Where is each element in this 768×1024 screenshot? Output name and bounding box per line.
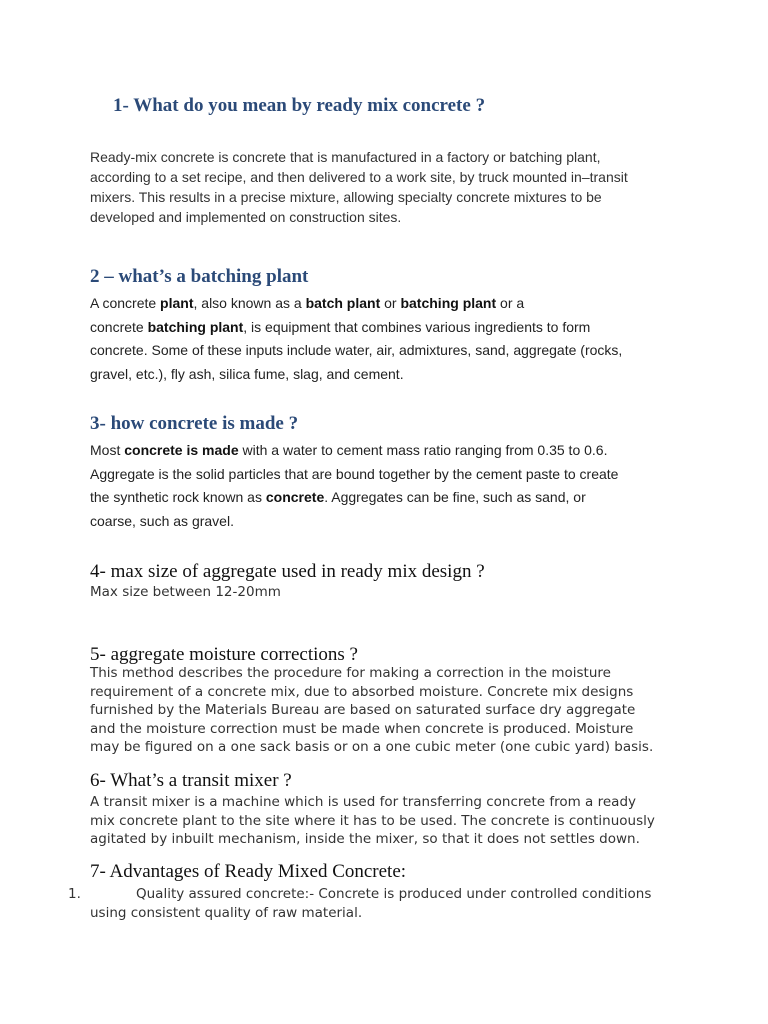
bold-term: plant: [160, 295, 194, 311]
paragraph-line: [90, 486, 618, 510]
paragraph-line: This method describes the procedure for making a correction in the moisture: [90, 665, 611, 681]
paragraph-line: requirement of a concrete mix, due to absorbed moisture. Concrete mix designs: [90, 683, 634, 700]
text-run: the synthetic rock known as: [90, 489, 266, 505]
heading-q6: 6- What’s a transit mixer ?: [90, 770, 292, 791]
heading-q4: 4- max size of aggregate used in ready mix design ?: [90, 561, 485, 582]
text-run: , is equipment that combines various ingredients to form: [243, 318, 591, 335]
paragraph-line: [90, 292, 622, 316]
heading-q3: 3- how concrete is made ?: [90, 413, 299, 434]
paragraph-line: mix concrete plant to the site where it has to be used. The concrete is continuously: [90, 812, 655, 829]
paragraph-line: A transit mixer is a machine which is used for transferring concrete from a ready: [90, 794, 637, 810]
text-run: concrete: [90, 318, 148, 335]
paragraph-q3: [90, 439, 618, 533]
bold-term: batching plant: [400, 295, 497, 311]
paragraph-q5: [90, 664, 653, 757]
list-item-line: using consistent quality of raw material.: [90, 904, 363, 921]
paragraph-line: furnished by the Materials Bureau are based on saturated surface dry aggregate: [90, 702, 636, 719]
heading-q2: 2 – what’s a batching plant: [90, 266, 309, 287]
paragraph-line: [90, 316, 622, 340]
list-item-number: 1.: [68, 886, 81, 902]
heading-q1: 1- What do you mean by ready mix concrete ?: [113, 95, 486, 116]
paragraph-line: according to a set recipe, and then delivered to a work site, by truck mounted in–transit: [90, 169, 628, 185]
paragraph-line: and the moisture correction must be made when concrete is produced. Moisture: [90, 720, 634, 737]
paragraph-line: [90, 439, 618, 463]
paragraph-line: Ready-mix concrete is concrete that is manufactured in a factory or batching plant,: [90, 149, 601, 165]
paragraph-q2: [90, 292, 622, 386]
text-run: A concrete: [90, 295, 161, 311]
list-item: [90, 885, 651, 922]
heading-q5: 5- aggregate moisture corrections ?: [90, 644, 358, 665]
bold-term: concrete is made: [124, 442, 239, 458]
answer-q4: Max size between 12-20mm: [90, 584, 281, 600]
paragraph-q6: [90, 793, 655, 849]
paragraph-line: mixers. This results in a precise mixture, allowing specialty concrete mixtures to be: [90, 189, 602, 205]
text-run: with a water to cement mass ratio ranging from 0.35 to 0.6.: [238, 442, 608, 458]
paragraph-line: agitated by inbuilt mechanism, inside the mixer, so that it does not settles down.: [90, 831, 640, 848]
heading-q7: 7- Advantages of Ready Mixed Concrete:: [90, 861, 407, 882]
text-run: . Aggregates can be fine, such as sand, or: [324, 489, 586, 505]
text-run: or: [380, 295, 401, 311]
paragraph-line: concrete. Some of these inputs include water, air, admixtures, sand, aggregate (rocks,: [90, 342, 623, 358]
paragraph-line: gravel, etc.), fly ash, silica fume, slag, and cement.: [90, 365, 404, 382]
paragraph-line: coarse, such as gravel.: [90, 512, 234, 529]
bold-term: batching plant: [147, 318, 244, 335]
text-run: or a: [496, 295, 525, 311]
bold-term: batch plant: [305, 295, 381, 311]
paragraph-line: developed and implemented on construction sites.: [90, 209, 402, 225]
text-run: Most: [90, 442, 125, 458]
paragraph-q1: [90, 147, 628, 227]
paragraph-line: may be figured on a one sack basis or on a one cubic meter (one cubic yard) basis.: [90, 739, 654, 756]
list-item-line: Quality assured concrete:- Concrete is produced under controlled conditions: [136, 886, 652, 902]
text-run: , also known as a: [193, 295, 306, 311]
paragraph-line: Aggregate is the solid particles that are bound together by the cement paste to create: [90, 465, 619, 482]
bold-term: concrete: [265, 489, 325, 505]
